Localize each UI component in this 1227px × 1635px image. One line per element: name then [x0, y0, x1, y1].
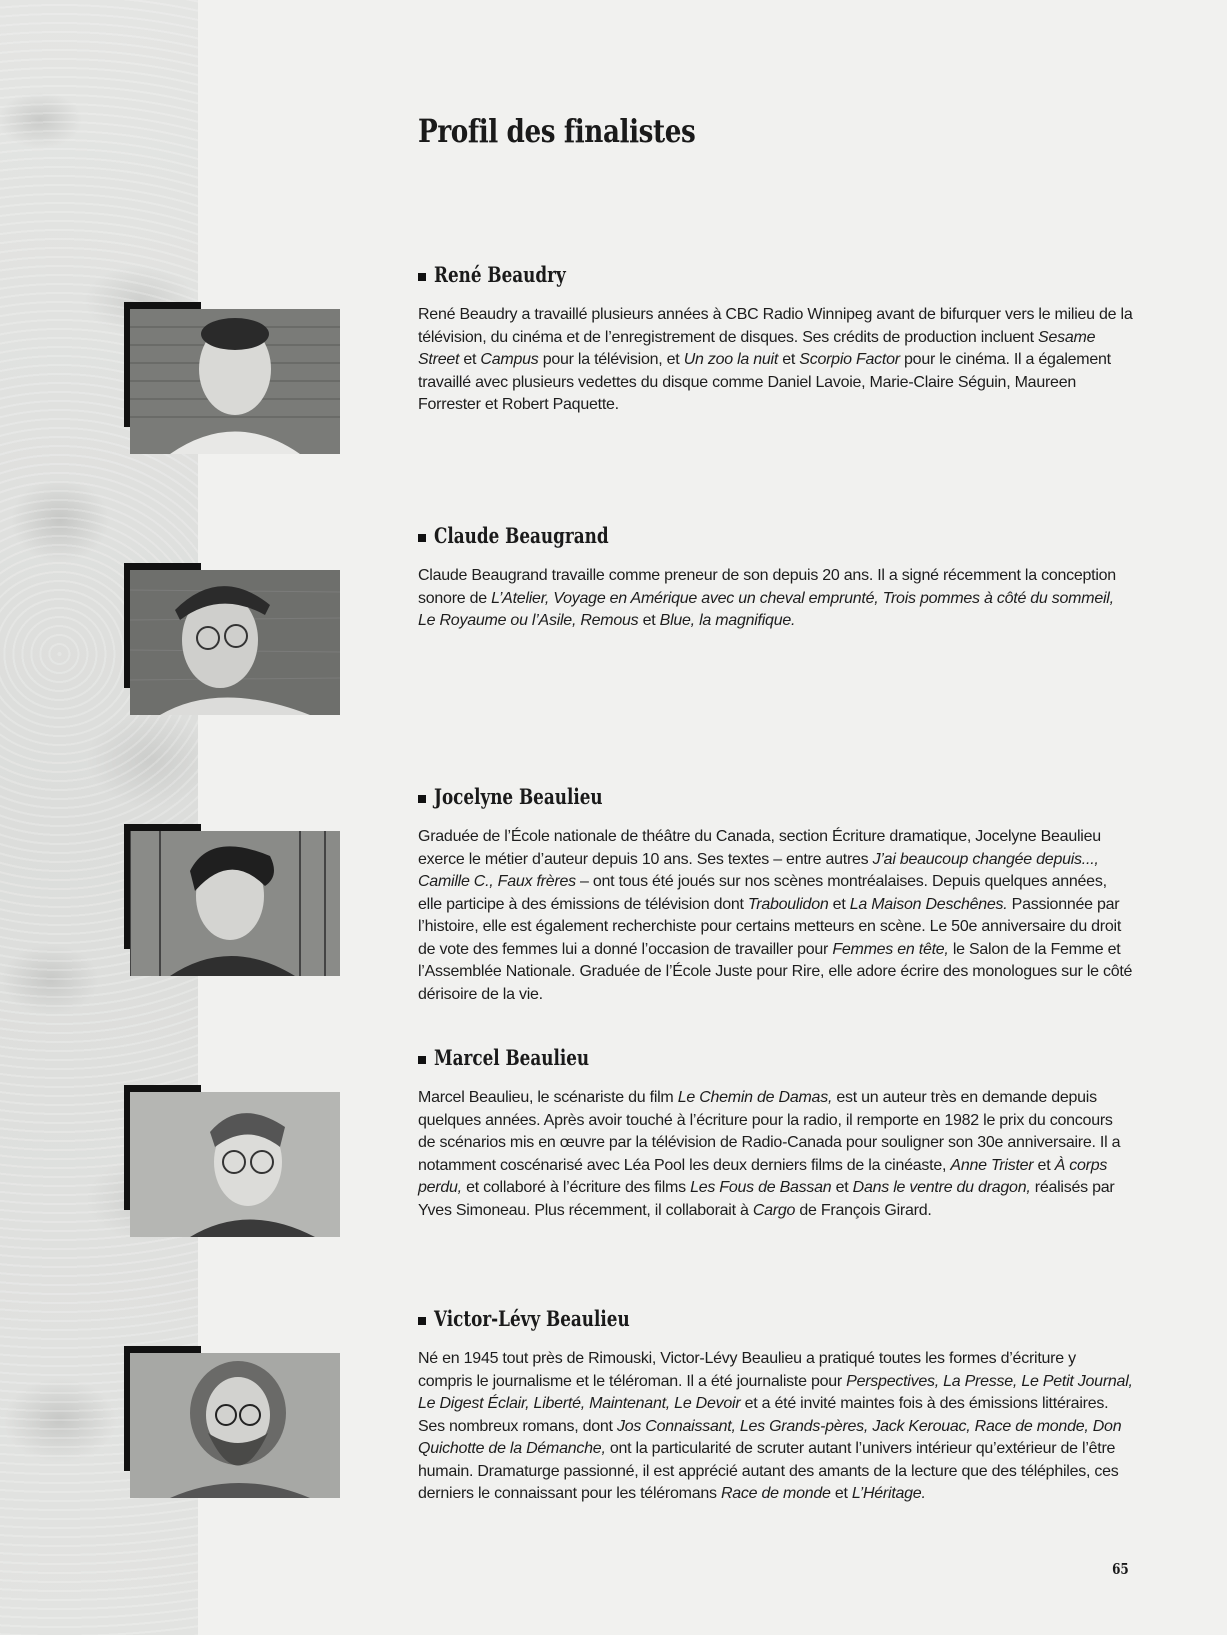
finalist-photo-frame — [124, 824, 340, 976]
bio-italic-title: Race de monde — [720, 1485, 831, 1502]
bio-text-segment: René Beaudry a travaillé plusieurs années à CBC Radio Winnipeg avant de bifurquer vers le milieu de la télévision, du cinéma et de l’enregistrement de disques. Ses crédits de production incluent — [418, 306, 1133, 346]
bullet-square-icon — [418, 1317, 426, 1325]
bio-text-segment: et — [828, 895, 850, 913]
bio-italic-title: Le Chemin de Damas, — [677, 1089, 833, 1106]
finalist-name — [418, 1306, 630, 1331]
bio-text-segment: Marcel Beaulieu, le scénariste du film — [418, 1089, 678, 1106]
bio-text-segment: et — [638, 612, 660, 629]
finalist-portrait-photo — [130, 831, 340, 976]
finalist-bio — [418, 826, 1133, 1006]
bio-text-segment: et — [459, 351, 481, 368]
finalist-photo-frame — [124, 1085, 340, 1237]
bio-text-segment: et — [778, 351, 800, 368]
finalist-bio — [418, 304, 1133, 417]
finalist-name-text: Jocelyne Beaulieu — [434, 784, 603, 809]
bio-text-segment: Claude Beaugrand travaille comme preneur de son depuis 20 ans. Il a signé récemment la conception sonore de — [418, 567, 1116, 607]
finalist-photo-frame — [124, 302, 340, 454]
bio-text-segment: est un auteur très en demande depuis quelques années. Après avoir touché à l’écriture pour la radio, il remporte en 1982 le prix du concours de scénarios mis en œuvre par la télévision de Radio-Canada pour souligner son 30e anniversaire. Il a notamment coscénarisé avec Léa Pool les deux derniers films de la cinéaste, — [418, 1089, 1121, 1174]
bio-text-segment: de François Girard. — [795, 1201, 932, 1219]
bio-text-segment: le Salon de la Femme et l’Assemblée Nationale. Graduée de l’École Juste pour Rire, elle adore écrire des monologues sur le côté dérisoire de la vie. — [418, 940, 1133, 1003]
bio-text-segment: et a été invité maintes fois à des émissions littéraires. Ses nombreux romans, dont — [418, 1395, 1109, 1435]
finalist-portrait-photo — [130, 1353, 340, 1498]
finalist-name-text: Victor-Lévy Beaulieu — [434, 1306, 630, 1331]
finalist-portrait-photo — [130, 1092, 340, 1237]
bio-text-segment: ont la particularité de scruter autant l’univers intérieur qu’extérieur de l’être humain. Dramaturge passionné, il est apprécié autant des amants de la lecture que des téléphiles, ces derniers le connaissant pour les téléromans — [418, 1440, 1119, 1502]
finalist-name — [418, 523, 609, 548]
bio-italic-title: L’Héritage. — [851, 1485, 926, 1502]
bullet-square-icon — [418, 534, 426, 542]
bio-italic-title: Cargo — [752, 1201, 796, 1219]
finalist-bio — [418, 1348, 1133, 1506]
bio-text-segment: Passionnée par l’histoire, elle est également recherchiste pour certains metteurs en scène. Le 50e anniversaire du droit de vote des femmes lui a donné l’occasion de travailler pour — [418, 895, 1122, 958]
finalist-name — [418, 262, 566, 287]
bio-italic-title: Scorpio Factor — [799, 351, 900, 368]
bio-text-segment: et — [831, 1179, 853, 1196]
bio-italic-title: L’Atelier, Voyage en Amérique avec un cheval emprunté, Trois pommes à côté du sommeil, Le Royaume ou l’Asile, Remous — [418, 589, 1114, 629]
finalist-bio — [418, 1087, 1133, 1222]
bio-text-segment: et — [830, 1485, 852, 1502]
bio-text-segment: – ont tous été joués sur nos scènes montréalaises. Depuis quelques années, elle participe à des émissions de télévision dont — [418, 873, 1107, 913]
bio-italic-title: Blue, la magnifique. — [659, 612, 796, 629]
finalist-name-text: René Beaudry — [434, 262, 566, 287]
bio-text-segment: Né en 1945 tout près de Rimouski, Victor-Lévy Beaulieu a pratiqué toutes les formes d’écriture y compris le journalisme et le téléroman. Il a été journaliste pour — [418, 1350, 1076, 1390]
bullet-square-icon — [418, 273, 426, 281]
finalist-name — [418, 784, 603, 809]
bio-text-segment: réalisés par Yves Simoneau. Plus récemment, il collaborait à — [418, 1179, 1115, 1219]
bio-italic-title: J’ai beaucoup changée depuis..., Camille C., Faux frères — [418, 850, 1099, 890]
bio-italic-title: Dans le ventre du dragon, — [852, 1179, 1031, 1196]
page-number: 65 — [1112, 1560, 1129, 1578]
bullet-square-icon — [418, 795, 426, 803]
bio-text-segment: et collaboré à l’écriture des films — [461, 1179, 691, 1196]
bio-text-segment: et — [1033, 1156, 1055, 1174]
bio-italic-title: La Maison Deschênes. — [849, 895, 1008, 913]
bio-italic-title: À corps perdu, — [418, 1156, 1108, 1196]
bio-italic-title: Jos Connaissant, Les Grands-pères, Jack Kerouac, Race de monde, Don Quichotte de la Démanche, — [418, 1417, 1122, 1457]
bio-italic-title: Traboulidon — [747, 895, 829, 913]
finalist-bio — [418, 565, 1133, 633]
bio-italic-title: Un zoo la nuit — [683, 351, 779, 368]
finalist-photo-frame — [124, 563, 340, 715]
bio-text-segment: pour la télévision, et — [538, 351, 684, 368]
bio-italic-title: Anne Trister — [950, 1156, 1034, 1174]
page-title: Profil des finalistes — [418, 112, 696, 150]
bio-italic-title: Femmes en tête, — [832, 940, 949, 958]
bio-italic-title: Campus — [480, 351, 539, 368]
bio-italic-title: Sesame Street — [418, 328, 1096, 368]
finalist-portrait-photo — [130, 570, 340, 715]
bio-italic-title: Perspectives, La Presse, Le Petit Journal, Le Digest Éclair, Liberté, Maintenant, Le Devoir — [418, 1372, 1133, 1412]
bio-text-segment: Graduée de l’École nationale de théâtre du Canada, section Écriture dramatique, Jocelyne Beaulieu exerce le métier d’auteur depuis 10 ans. Ses textes – entre autres — [418, 828, 1101, 868]
finalist-name-text: Claude Beaugrand — [434, 523, 609, 548]
bio-italic-title: Les Fous de Bassan — [690, 1179, 832, 1196]
finalist-name-text: Marcel Beaulieu — [434, 1045, 590, 1070]
finalist-photo-frame — [124, 1346, 340, 1498]
bio-text-segment: pour le cinéma. Il a également travaillé avec plusieurs vedettes du disque comme Daniel Lavoie, Marie-Claire Séguin, Maureen Forrester et Robert Paquette. — [418, 351, 1111, 413]
finalist-name — [418, 1045, 589, 1070]
finalist-portrait-photo — [130, 309, 340, 454]
bullet-square-icon — [418, 1056, 426, 1064]
